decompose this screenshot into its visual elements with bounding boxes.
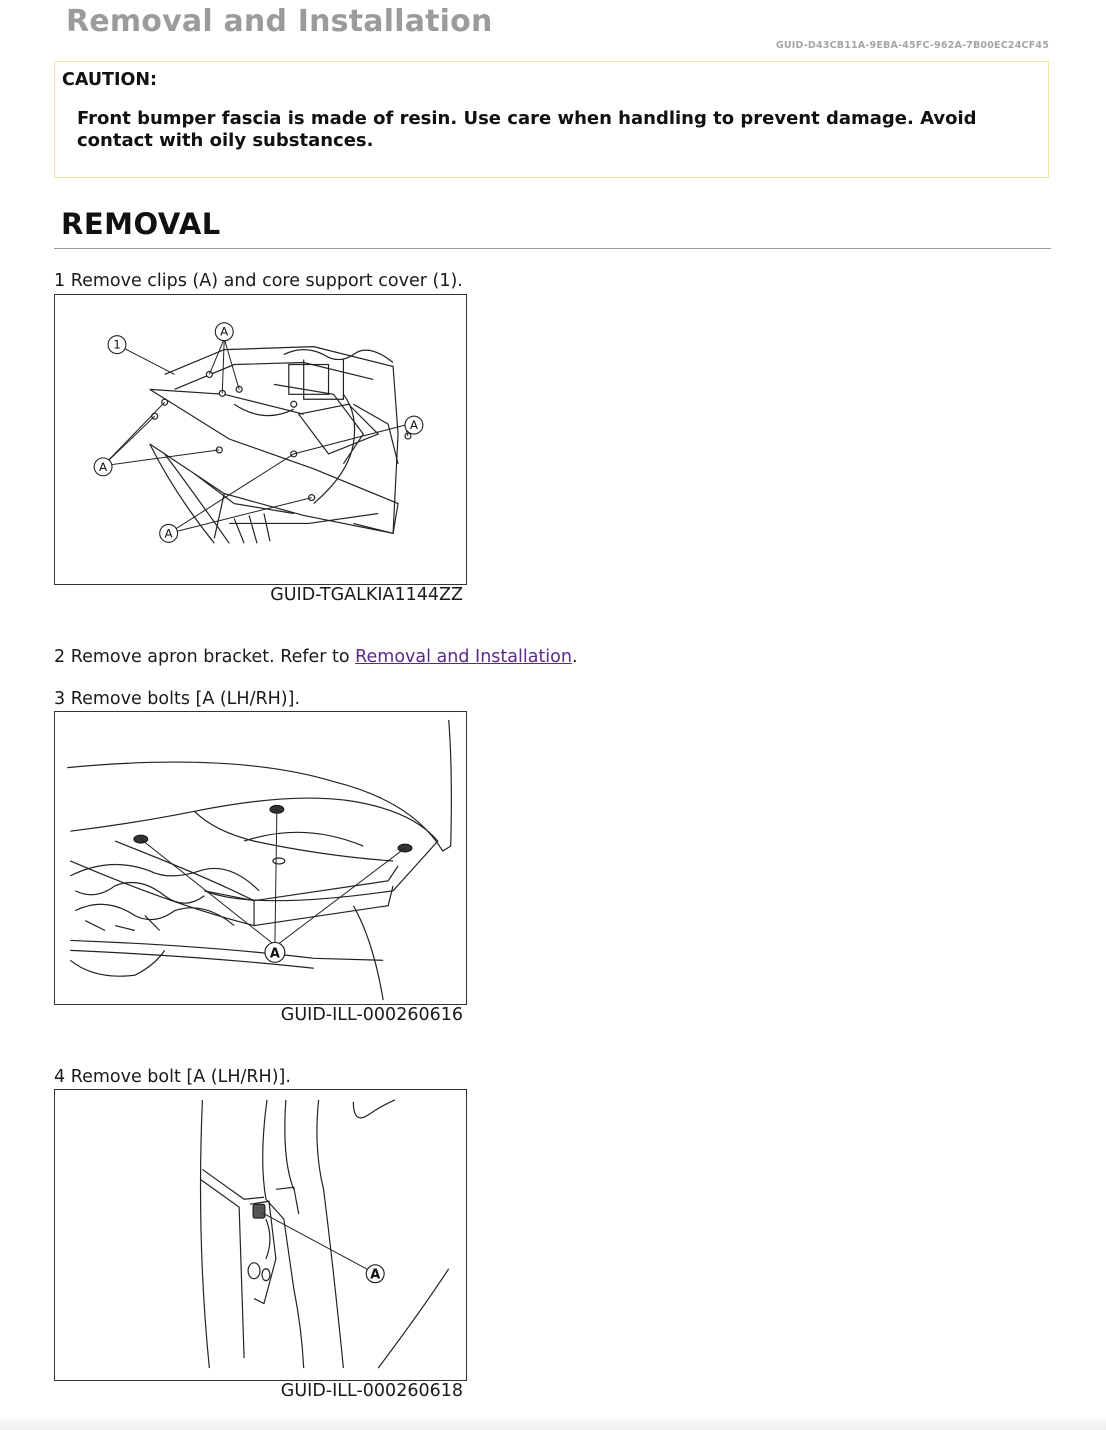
step-2-text-before: 2 Remove apron bracket. Refer to <box>54 647 356 667</box>
callout-label-cover: 1 <box>113 337 121 352</box>
page-title: Removal and Installation <box>66 4 493 39</box>
removal-and-installation-link[interactable]: Removal and Installation <box>355 647 572 667</box>
figure-step-3 <box>54 711 467 1005</box>
callout-label-clip: A <box>99 459 108 474</box>
callout-label-bolt: A <box>269 946 280 962</box>
section-heading-removal: REMOVAL <box>61 207 221 241</box>
figure-caption-step-4: GUID-ILL-000260618 <box>280 1381 463 1401</box>
page-bottom-edge <box>0 1416 1106 1430</box>
figure-step-1 <box>54 294 467 585</box>
figure-caption-step-3: GUID-ILL-000260616 <box>280 1005 463 1025</box>
figure-step-4 <box>54 1089 467 1381</box>
callout-label-bolt: A <box>370 1267 381 1283</box>
document-guid: GUID-D43CB11A-9EBA-45FC-962A-7B00EC24CF45 <box>775 40 1049 51</box>
figure-caption-step-1: GUID-TGALKIA1144ZZ <box>270 585 463 605</box>
step-1-text: 1 Remove clips (A) and core support cover (1). <box>54 271 463 291</box>
step-3-text: 3 Remove bolts [A (LH/RH)]. <box>54 689 301 709</box>
callout-label-clip: A <box>409 418 419 433</box>
bumper-side-bolt-illustration <box>55 1090 466 1380</box>
step-4-text: 4 Remove bolt [A (LH/RH)]. <box>54 1067 291 1087</box>
callout-label-clip: A <box>164 526 173 541</box>
caution-label: CAUTION: <box>62 70 158 90</box>
caution-text: Front bumper fascia is made of resin. Use care when handling to prevent damage. Avoid contact with oily substances. <box>77 108 977 151</box>
step-2-text-after: . <box>571 647 578 667</box>
callout-label-clip: A <box>220 324 229 339</box>
caution-box <box>54 61 1049 178</box>
section-divider <box>54 248 1051 249</box>
front-bumper-underside-illustration <box>55 712 466 1004</box>
step-2-text <box>54 647 578 667</box>
core-support-cover-illustration <box>55 295 466 584</box>
